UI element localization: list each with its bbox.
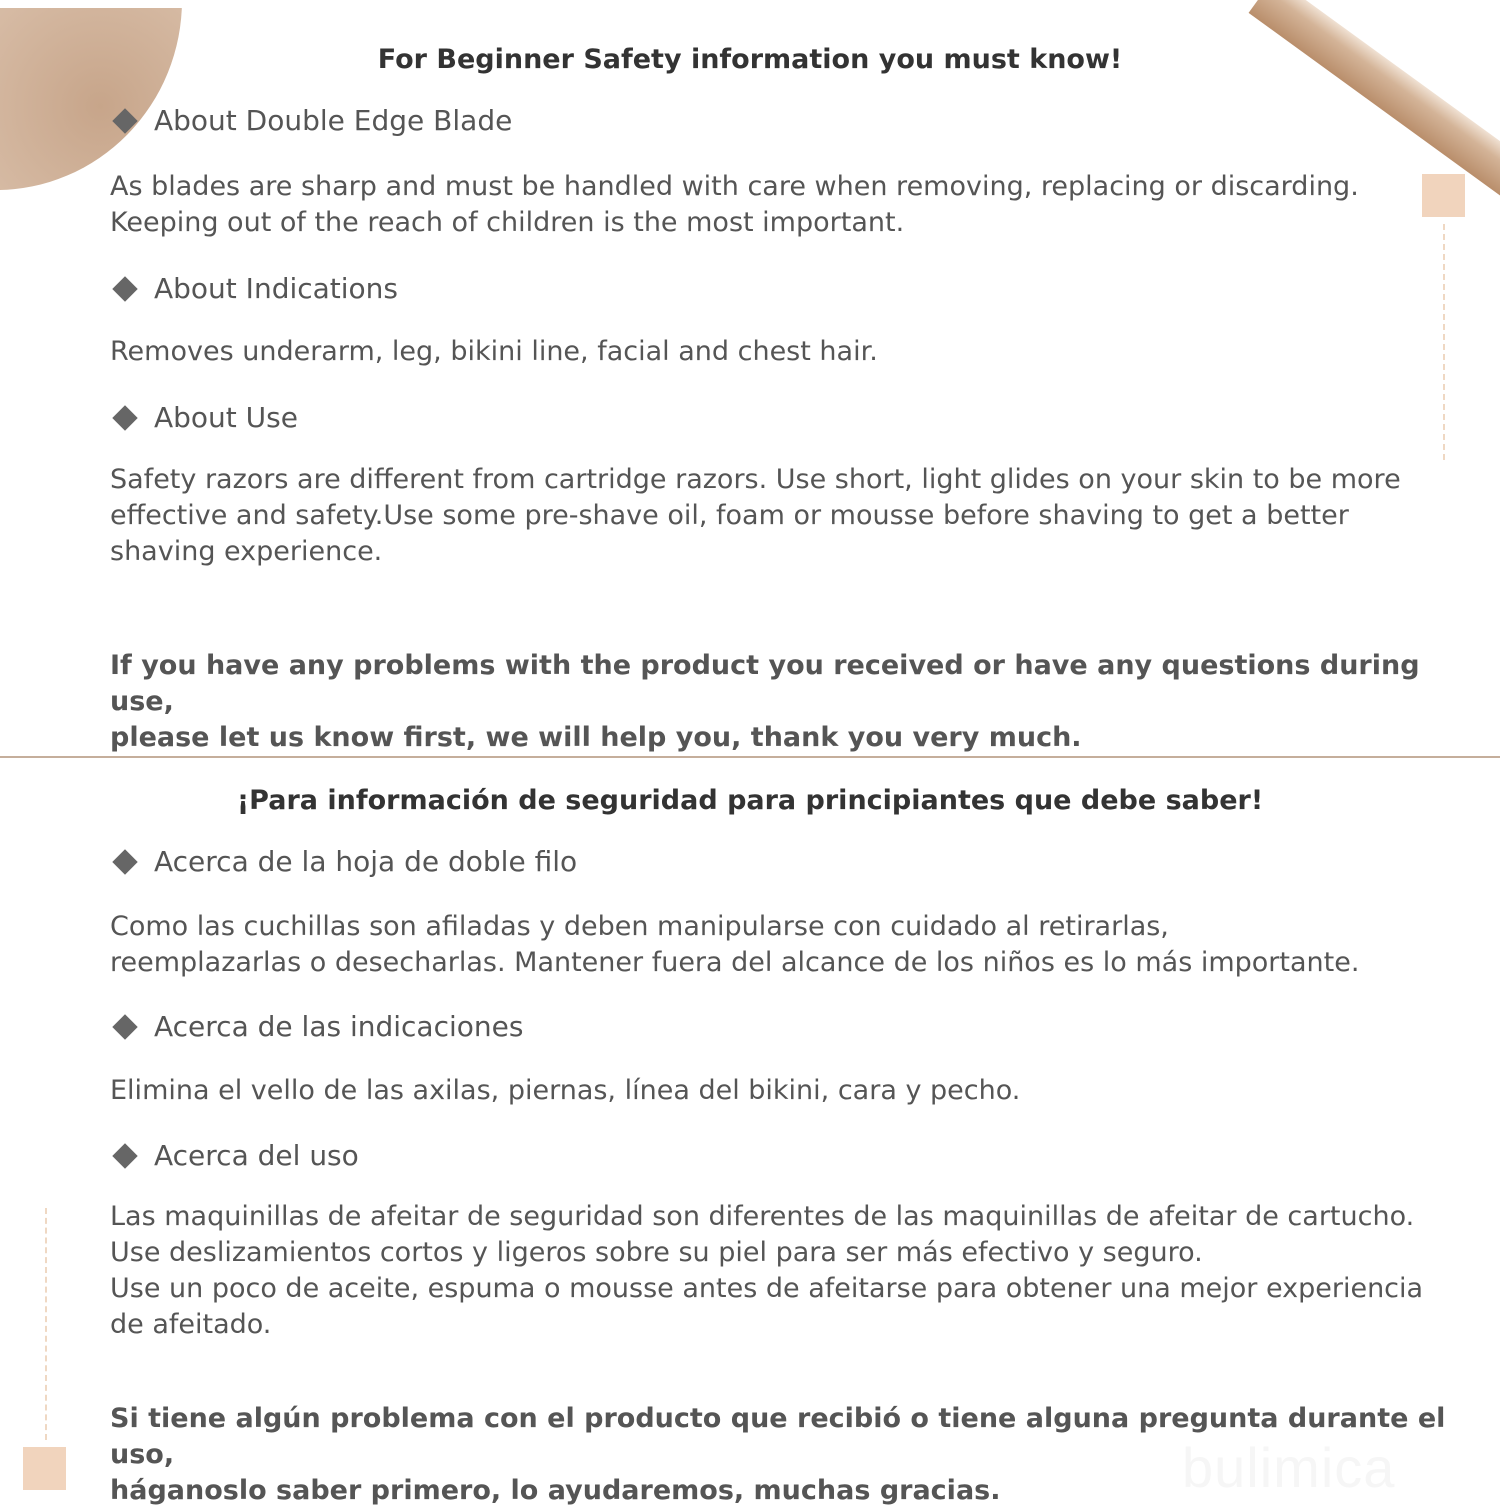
section-heading-double-edge-blade [112, 104, 512, 137]
english-title: For Beginner Safety information you must know! [377, 44, 1123, 75]
diamond-bullet-icon [112, 405, 137, 430]
section-divider [0, 756, 1500, 758]
section-heading-label: Acerca de las indicaciones [154, 1010, 524, 1043]
diamond-bullet-icon [112, 1143, 137, 1168]
decorative-square-bottom [23, 1447, 66, 1490]
section-body-indications: Removes underarm, leg, bikini line, facial and chest hair. [110, 336, 878, 367]
brand-watermark: bulimica [1182, 1436, 1396, 1499]
spanish-title: ¡Para información de seguridad para principiantes que debe saber! [236, 785, 1264, 816]
section-heading-hoja-doble-filo [112, 845, 577, 878]
section-body-use: Safety razors are different from cartridge razors. Use short, light glides on your skin to be more effective and safety.Use some pre-shave oil, foam or mousse before shaving to get a better shaving experience. [110, 464, 1401, 567]
section-body-indicaciones: Elimina el vello de las axilas, piernas, línea del bikini, cara y pecho. [110, 1075, 1021, 1106]
section-body-hoja-doble-filo: Como las cuchillas son afiladas y deben manipularse con cuidado al retirarlas, reemplazarlas o desecharlas. Mantener fuera del alcance de los niños es lo más importante. [110, 911, 1360, 978]
contact-note-spanish: Si tiene algún problema con el producto que recibió o tiene alguna pregunta durante el uso, háganoslo saber primero, lo ayudaremos, muchas gracias. [110, 1403, 1446, 1506]
section-heading-label: About Indications [154, 272, 399, 305]
diamond-bullet-icon [112, 1014, 137, 1039]
section-body-double-edge-blade: As blades are sharp and must be handled with care when removing, replacing or discarding. Keeping out of the reach of children is the most important. [110, 171, 1359, 238]
section-heading-uso [112, 1139, 359, 1172]
diamond-bullet-icon [112, 276, 137, 301]
diamond-bullet-icon [112, 849, 137, 874]
section-heading-indicaciones [112, 1010, 523, 1043]
section-heading-label: Acerca del uso [154, 1139, 359, 1172]
section-heading-indications [112, 272, 398, 305]
section-heading-use [112, 401, 298, 434]
section-heading-label: About Use [154, 401, 298, 434]
contact-note: If you have any problems with the product you received or have any questions during use, please let us know first, we will help you, thank you very much. [110, 650, 1420, 753]
section-heading-label: About Double Edge Blade [154, 104, 513, 137]
decorative-quarter-circle [0, 0, 182, 190]
decorative-dashed-line-left [45, 1208, 47, 1440]
diamond-bullet-icon [112, 108, 137, 133]
section-body-uso: Las maquinillas de afeitar de seguridad son diferentes de las maquinillas de afeitar de cartucho. Use deslizamientos cortos y ligeros sobre su piel para ser más efectivo y seguro. Use un poco de aceite, espuma o mousse antes de afeitarse para obtener una mejor experiencia de afeitado. [110, 1201, 1424, 1340]
section-heading-label: Acerca de la hoja de doble filo [154, 845, 578, 878]
